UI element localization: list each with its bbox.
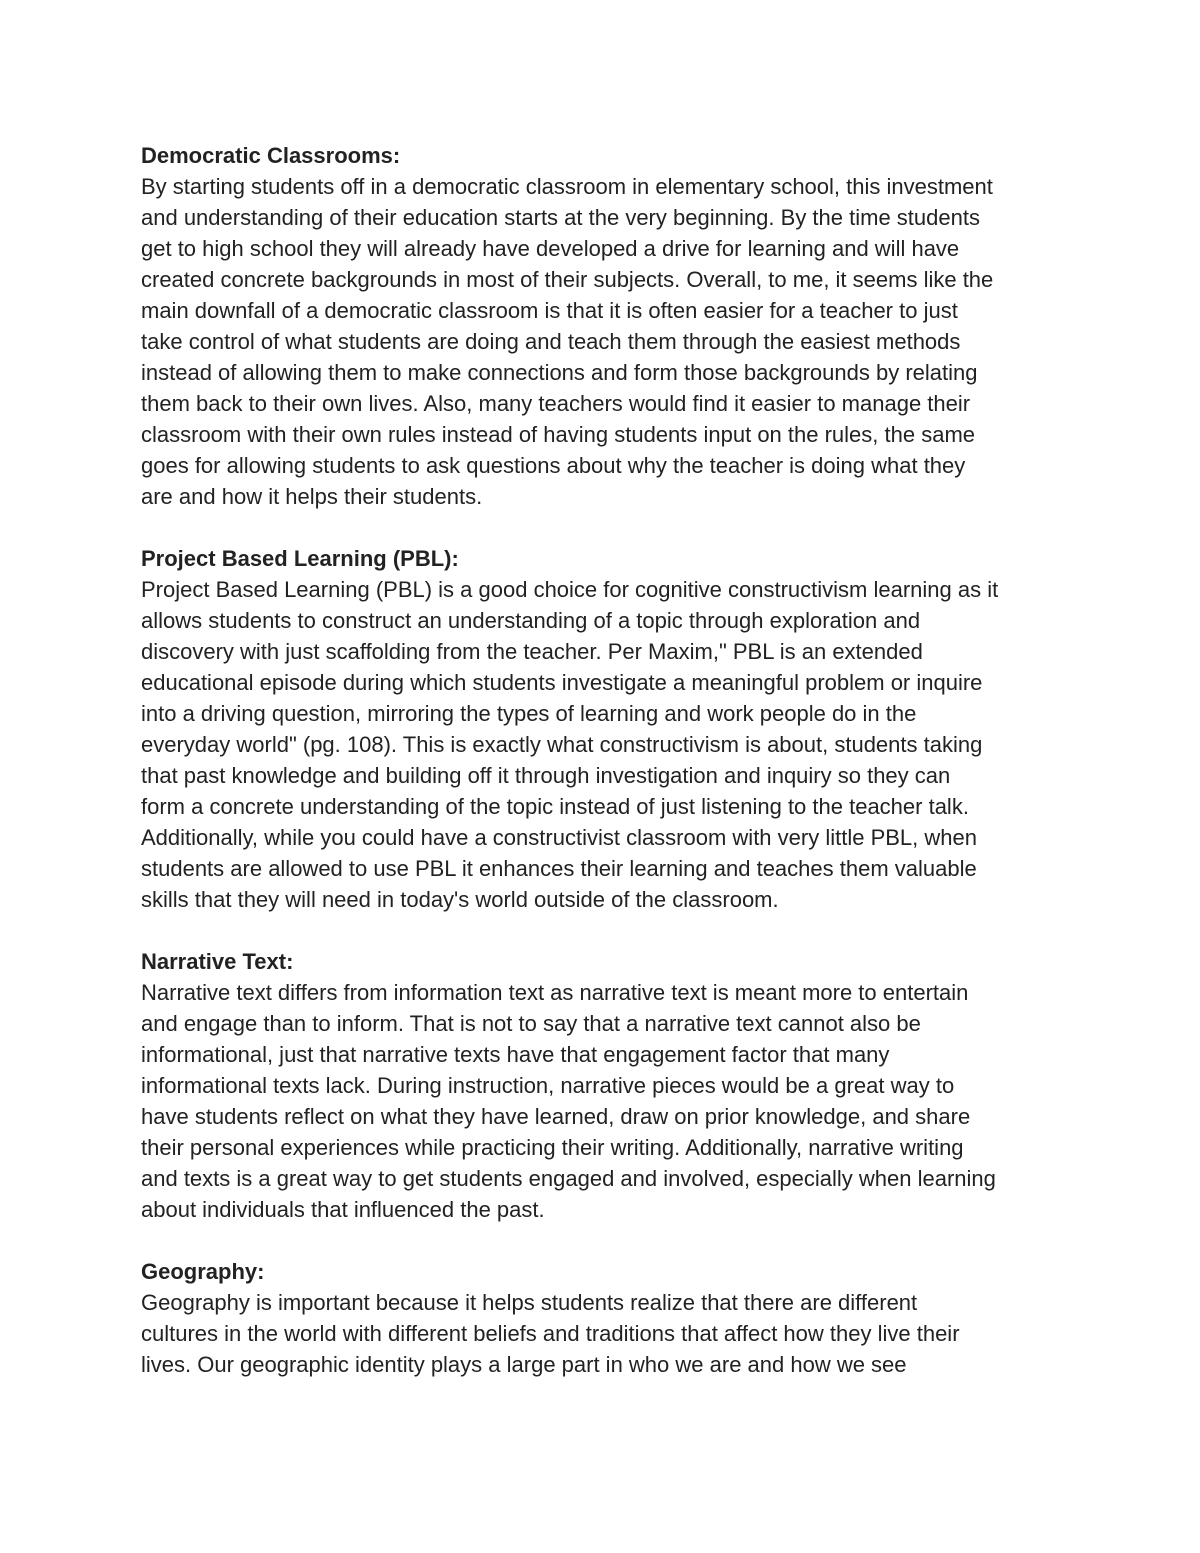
text-line: skills that they will need in today's world outside of the classroom. bbox=[141, 887, 779, 912]
text-line: educational episode during which students investigate a meaningful problem or inquire bbox=[141, 670, 983, 695]
text-line: have students reflect on what they have learned, draw on prior knowledge, and share bbox=[141, 1104, 971, 1129]
text-line: everyday world" (pg. 108). This is exactly what constructivism is about, students taking bbox=[141, 732, 983, 757]
section-body bbox=[141, 977, 1071, 1225]
section-heading: Narrative Text: bbox=[141, 949, 294, 974]
text-line: form a concrete understanding of the topic instead of just listening to the teacher talk. bbox=[141, 794, 969, 819]
section-body bbox=[141, 171, 1071, 512]
text-line: them back to their own lives. Also, many teachers would find it easier to manage their bbox=[141, 391, 971, 416]
text-line: their personal experiences while practicing their writing. Additionally, narrative writing bbox=[141, 1135, 964, 1160]
text-line: Geography is important because it helps students realize that there are different bbox=[141, 1290, 918, 1315]
text-line: about individuals that influenced the past. bbox=[141, 1197, 545, 1222]
text-line: get to high school they will already have developed a drive for learning and will have bbox=[141, 236, 960, 261]
text-line: lives. Our geographic identity plays a large part in who we are and how we see bbox=[141, 1352, 907, 1377]
text-line: By starting students off in a democratic classroom in elementary school, this investment bbox=[141, 174, 993, 199]
text-line: informational texts lack. During instruction, narrative pieces would be a great way to bbox=[141, 1073, 955, 1098]
text-line: Project Based Learning (PBL) is a good choice for cognitive constructivism learning as it bbox=[141, 577, 999, 602]
text-line: and understanding of their education starts at the very beginning. By the time students bbox=[141, 205, 980, 230]
text-line: discovery with just scaffolding from the teacher. Per Maxim," PBL is an extended bbox=[141, 639, 923, 664]
text-line: cultures in the world with different beliefs and traditions that affect how they live their bbox=[141, 1321, 960, 1346]
section-heading: Geography: bbox=[141, 1259, 265, 1284]
text-line: and engage than to inform. That is not to say that a narrative text cannot also be bbox=[141, 1011, 921, 1036]
section-heading: Project Based Learning (PBL): bbox=[141, 546, 459, 571]
text-line: are and how it helps their students. bbox=[141, 484, 483, 509]
section-democratic-classrooms bbox=[141, 140, 1071, 512]
section-geography bbox=[141, 1256, 1071, 1380]
text-line: main downfall of a democratic classroom is that it is often easier for a teacher to just bbox=[141, 298, 958, 323]
text-line: Additionally, while you could have a constructivist classroom with very little PBL, when bbox=[141, 825, 977, 850]
text-line: take control of what students are doing and teach them through the easiest methods bbox=[141, 329, 961, 354]
text-line: informational, just that narrative texts have that engagement factor that many bbox=[141, 1042, 890, 1067]
text-line: into a driving question, mirroring the types of learning and work people do in the bbox=[141, 701, 917, 726]
document-page bbox=[141, 140, 1071, 1411]
section-body bbox=[141, 1287, 1071, 1380]
section-narrative-text bbox=[141, 946, 1071, 1225]
section-project-based-learning bbox=[141, 543, 1071, 915]
text-line: that past knowledge and building off it through investigation and inquiry so they can bbox=[141, 763, 951, 788]
section-body bbox=[141, 574, 1071, 915]
text-line: created concrete backgrounds in most of their subjects. Overall, to me, it seems like the bbox=[141, 267, 994, 292]
text-line: instead of allowing them to make connections and form those backgrounds by relating bbox=[141, 360, 978, 385]
text-line: goes for allowing students to ask questions about why the teacher is doing what they bbox=[141, 453, 966, 478]
text-line: classroom with their own rules instead of having students input on the rules, the same bbox=[141, 422, 976, 447]
text-line: and texts is a great way to get students engaged and involved, especially when learning bbox=[141, 1166, 996, 1191]
section-heading: Democratic Classrooms: bbox=[141, 143, 401, 168]
text-line: students are allowed to use PBL it enhances their learning and teaches them valuable bbox=[141, 856, 977, 881]
text-line: Narrative text differs from information text as narrative text is meant more to entertain bbox=[141, 980, 969, 1005]
text-line: allows students to construct an understanding of a topic through exploration and bbox=[141, 608, 921, 633]
